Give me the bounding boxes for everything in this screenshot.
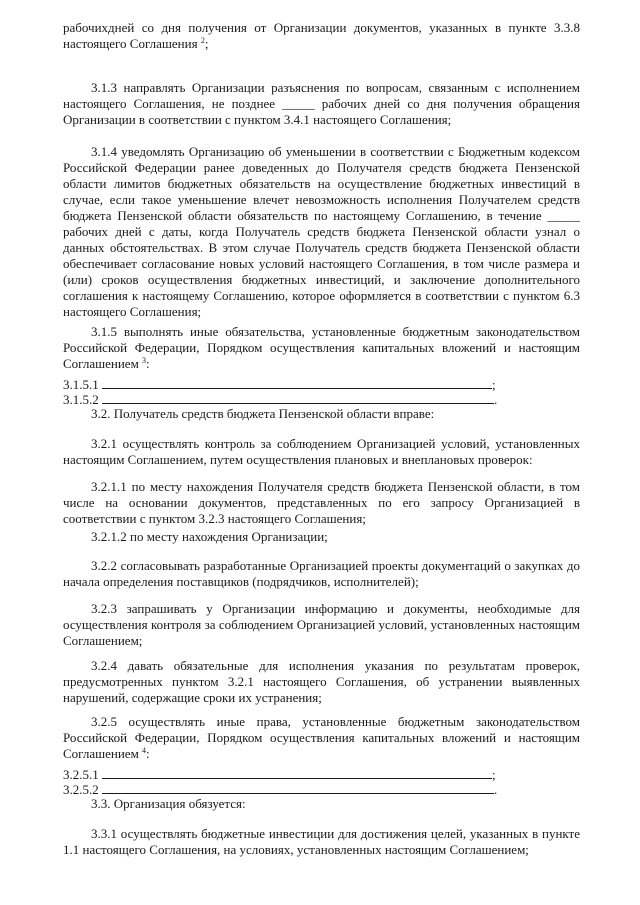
paragraph-3-2-3: 3.2.3 запрашивать у Организации информацию и документы, необходимые для осуществления контроля за соблюдением Организацией условий, установленных настоящим Соглашением; bbox=[63, 601, 580, 648]
blank-line bbox=[102, 781, 494, 794]
text-line: рабочихдней со дня получения от Организации документов, указанных в пункте 3.3.8 bbox=[63, 20, 580, 35]
paragraph-3-2-4: 3.2.4 давать обязательные для исполнения указания по результатам проверок, предусмотренных пунктом 3.2.1 настоящего Соглашения, об устранении выявленных нарушений, содержащие сроки их устранения; bbox=[63, 658, 580, 705]
paragraph-3-3-1: 3.3.1 осуществлять бюджетные инвестиции для достижения целей, указанных в пункте 1.1 настоящего Соглашения, на условиях, установленных настоящим Соглашением; bbox=[63, 826, 580, 857]
footnote-ref: 2 bbox=[200, 36, 205, 45]
paragraph-continuation bbox=[63, 20, 580, 52]
text-line: настоящего Соглашения $^2$; bbox=[63, 36, 209, 51]
paragraph-3-1-3: 3.1.3 направлять Организации разъяснения по вопросам, связанным с исполнением настоящего Соглашения, не позднее _____ рабочих дней со дня получения обращения Организации в соответствии с пунктом 3.4.1 настоящего Соглашения; bbox=[63, 80, 580, 127]
fill-in-line-3-1-5-1: 3.1.5.1 ; bbox=[63, 377, 496, 392]
blank-line bbox=[102, 376, 492, 389]
paragraph-3-3: 3.3. Организация обязуется: bbox=[91, 796, 246, 811]
paragraph-3-1-4: 3.1.4 уведомлять Организацию об уменьшении в соответствии с Бюджетным кодексом Российской Федерации ранее доведенных до Получателя средств бюджета Пензенской области лимитов бюджетных обязательств на осуществление бюджетных инвестиций в случае, если такое уменьшение влечет невозможность исполнения Получателем средств бюджета Пензенской области обязательств по настоящему Соглашению, в течение _____ рабочих дней с даты, когда Получатель средств бюджета Пензенской области узнал о данных обстоятельствах. В этом случае Получатель средств бюджета Пензенской области обеспечивает согласование новых условий настоящего Соглашения, в том числе размера и (или) сроков осуществления бюджетных инвестиций, и заключение дополнительного соглашения к настоящему Соглашению, которое оформляется в соответствии с пунктом 6.3 настоящего Соглашения; bbox=[63, 144, 580, 319]
paragraph-3-2-1-1: 3.2.1.1 по месту нахождения Получателя средств бюджета Пензенской области, в том числе на основании документов, представленных по его запросу Организацией в соответствии с пунктом 3.2.3 настоящего Соглашения; bbox=[63, 479, 580, 526]
paragraph-3-2-1: 3.2.1 осуществлять контроль за соблюдением Организацией условий, установленных настоящим Соглашением, путем осуществления плановых и внеплановых проверок: bbox=[63, 436, 580, 467]
fill-in-line-3-2-5-2: 3.2.5.2 . bbox=[63, 782, 498, 797]
paragraph-3-1-5: 3.1.5 выполнять иные обязательства, установленные бюджетным законодательством Российской Федерации, Порядком осуществления капитальных вложений и настоящим Соглашением $^3$: bbox=[63, 324, 580, 371]
blank-line bbox=[102, 766, 492, 779]
paragraph-3-2-1-2: 3.2.1.2 по месту нахождения Организации; bbox=[91, 529, 328, 544]
blank-line bbox=[102, 391, 494, 404]
paragraph-3-2: 3.2. Получатель средств бюджета Пензенской области вправе: bbox=[91, 406, 435, 421]
fill-in-line-3-2-5-1: 3.2.5.1 ; bbox=[63, 767, 496, 782]
footnote-ref: 3 bbox=[142, 356, 147, 365]
paragraph-3-2-2: 3.2.2 согласовывать разработанные Организацией проекты документаций о закупках до начала определения поставщиков (подрядчиков, исполнителей); bbox=[63, 558, 580, 589]
fill-in-line-3-1-5-2: 3.1.5.2 . bbox=[63, 392, 498, 407]
footnote-ref: 4 bbox=[142, 746, 147, 755]
paragraph-3-2-5: 3.2.5 осуществлять иные права, установленные бюджетным законодательством Российской Федерации, Порядком осуществления капитальных вложений и настоящим Соглашением $^4$: bbox=[63, 714, 580, 761]
